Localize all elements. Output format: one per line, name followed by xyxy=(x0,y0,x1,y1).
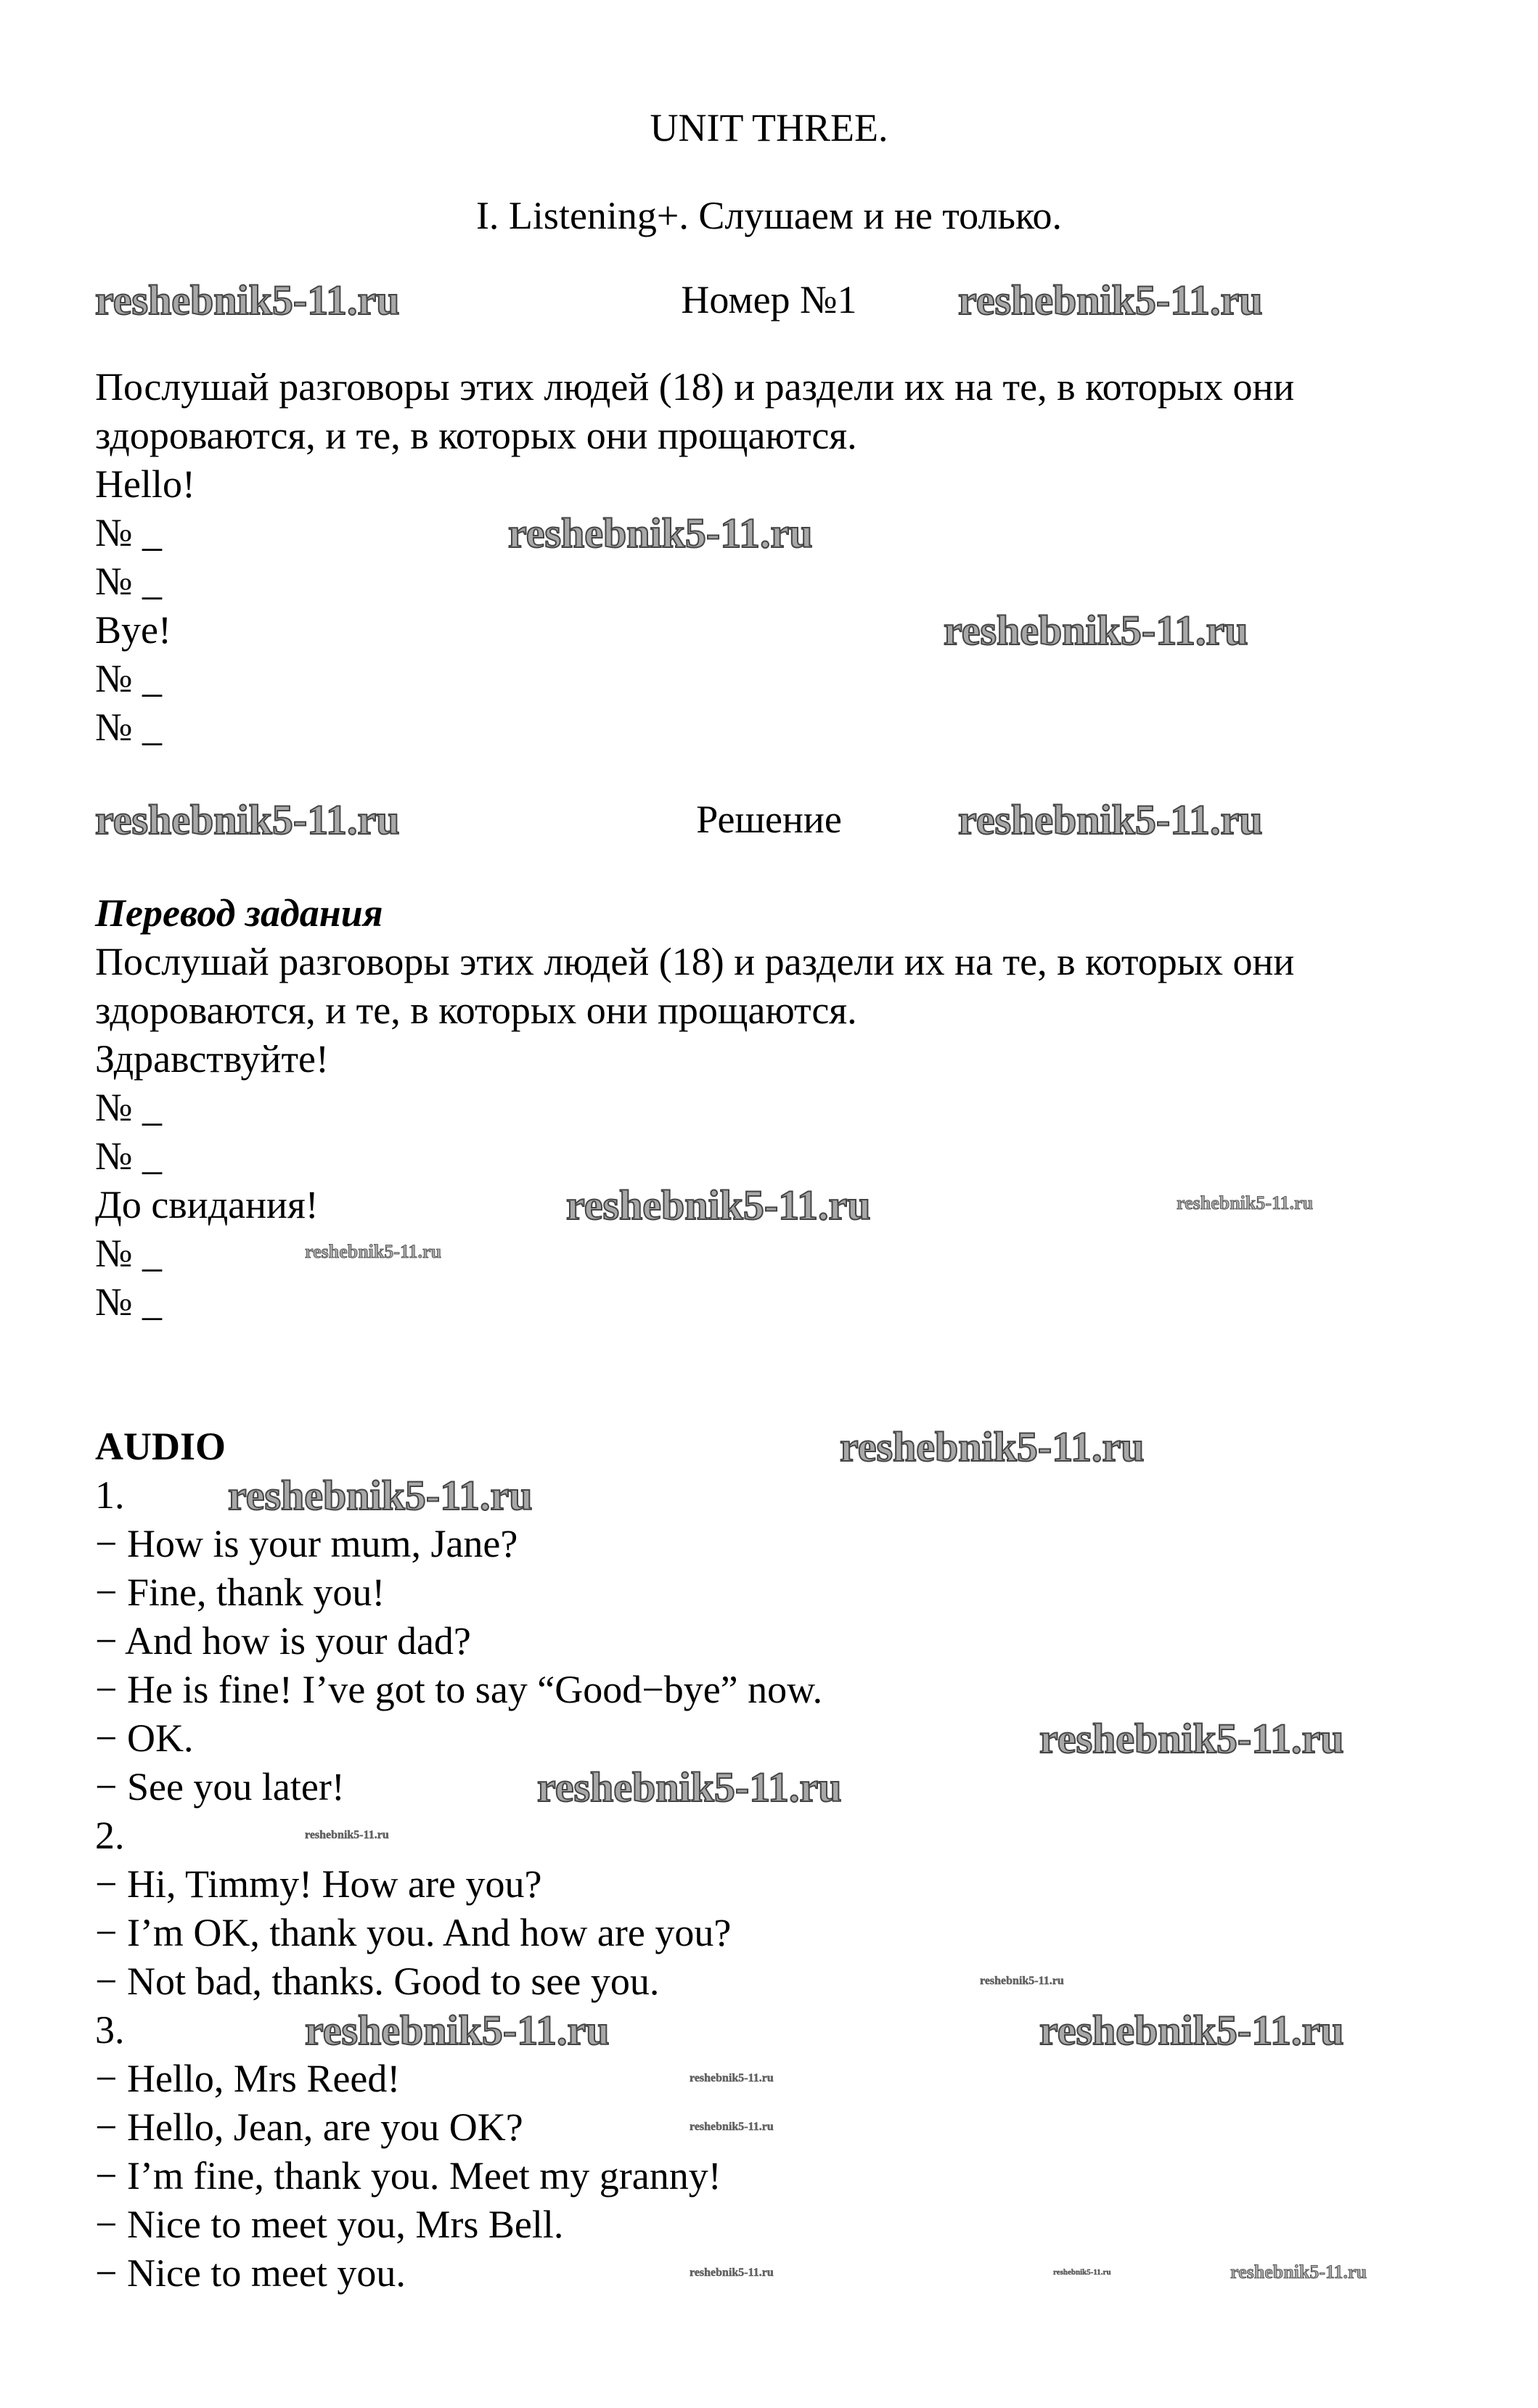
audio-block xyxy=(95,1422,822,2298)
watermark: reshebnik5-11.ru xyxy=(690,2072,774,2084)
text-line: № _ xyxy=(95,1086,163,1129)
text-line: № _ xyxy=(95,560,163,603)
watermark: reshebnik5-11.ru xyxy=(958,796,1263,843)
text-line: здороваются, и те, в которых они прощаются. xyxy=(95,988,857,1032)
task-block xyxy=(95,363,1294,752)
watermark: reshebnik5-11.ru xyxy=(95,277,400,324)
text-line: Перевод задания xyxy=(95,891,383,935)
text-line: − Hello, Jean, are you OK? xyxy=(95,2105,523,2149)
text-line: Hello! xyxy=(95,462,195,506)
text-line: 3. xyxy=(95,2008,125,2052)
text-line: − Fine, thank you! xyxy=(95,1570,385,1614)
text-line: − I’m OK, thank you. And how are you? xyxy=(95,1911,732,1954)
watermark: reshebnik5-11.ru xyxy=(305,2007,610,2054)
watermark: reshebnik5-11.ru xyxy=(566,1182,871,1229)
text-line: 2. xyxy=(95,1814,125,1857)
text-line: − Nice to meet you. xyxy=(95,2251,406,2295)
watermark: reshebnik5-11.ru xyxy=(537,1764,842,1811)
text-line: AUDIO xyxy=(95,1425,226,1468)
watermark: reshebnik5-11.ru xyxy=(690,2121,774,2133)
watermark: reshebnik5-11.ru xyxy=(840,1423,1145,1470)
text-line: До свидания! xyxy=(95,1183,319,1226)
text-line: − Nice to meet you, Mrs Bell. xyxy=(95,2203,564,2246)
text-line: Послушай разговоры этих людей (18) и раздели их на те, в которых они xyxy=(95,940,1295,983)
watermark: reshebnik5-11.ru xyxy=(1053,2268,1111,2277)
text-line: − I’m fine, thank you. Meet my granny! xyxy=(95,2154,721,2198)
watermark: reshebnik5-11.ru xyxy=(958,277,1263,324)
unit-title: UNIT THREE. xyxy=(650,106,888,150)
watermark: reshebnik5-11.ru xyxy=(508,509,813,557)
watermark: reshebnik5-11.ru xyxy=(980,1975,1064,1987)
text-line: № _ xyxy=(95,1134,163,1178)
text-line: Bye! xyxy=(95,608,171,652)
text-line: № _ xyxy=(95,657,163,700)
watermark: reshebnik5-11.ru xyxy=(944,607,1248,654)
text-line: № _ xyxy=(95,705,163,749)
watermark: reshebnik5-11.ru xyxy=(690,2266,774,2279)
translation-block xyxy=(95,889,1294,1327)
watermark: reshebnik5-11.ru xyxy=(1230,2261,1367,2282)
watermark: reshebnik5-11.ru xyxy=(1039,2007,1344,2054)
text-line: Послушай разговоры этих людей (18) и раздели их на те, в которых они xyxy=(95,365,1295,409)
text-line: № _ xyxy=(95,511,163,554)
text-line: здороваются, и те, в которых они прощаются. xyxy=(95,414,857,457)
text-line: − How is your mum, Jane? xyxy=(95,1522,518,1565)
text-line: − He is fine! I’ve got to say “Good−bye” now. xyxy=(95,1668,823,1711)
text-line: − See you later! xyxy=(95,1765,345,1809)
text-line: № _ xyxy=(95,1232,163,1275)
text-line: № _ xyxy=(95,1280,163,1324)
text-line: − OK. xyxy=(95,1716,194,1760)
text-line: 1. xyxy=(95,1473,125,1517)
section-title: I. Listening+. Слушаем и не только. xyxy=(475,194,1063,237)
watermark: reshebnik5-11.ru xyxy=(1177,1192,1314,1213)
watermark: reshebnik5-11.ru xyxy=(305,1829,389,1841)
text-line: − Not bad, thanks. Good to see you. xyxy=(95,1959,660,2003)
text-line: − Hi, Timmy! How are you? xyxy=(95,1862,542,1906)
text-line: Здравствуйте! xyxy=(95,1037,329,1081)
watermark: reshebnik5-11.ru xyxy=(95,796,400,843)
solution-title: Решение xyxy=(696,798,842,841)
text-line: − Hello, Mrs Reed! xyxy=(95,2057,401,2100)
watermark: reshebnik5-11.ru xyxy=(228,1472,533,1519)
text-line: − And how is your dad? xyxy=(95,1619,471,1663)
watermark: reshebnik5-11.ru xyxy=(1039,1715,1344,1762)
task-number: Номер №1 xyxy=(681,278,857,322)
watermark: reshebnik5-11.ru xyxy=(305,1241,442,1262)
